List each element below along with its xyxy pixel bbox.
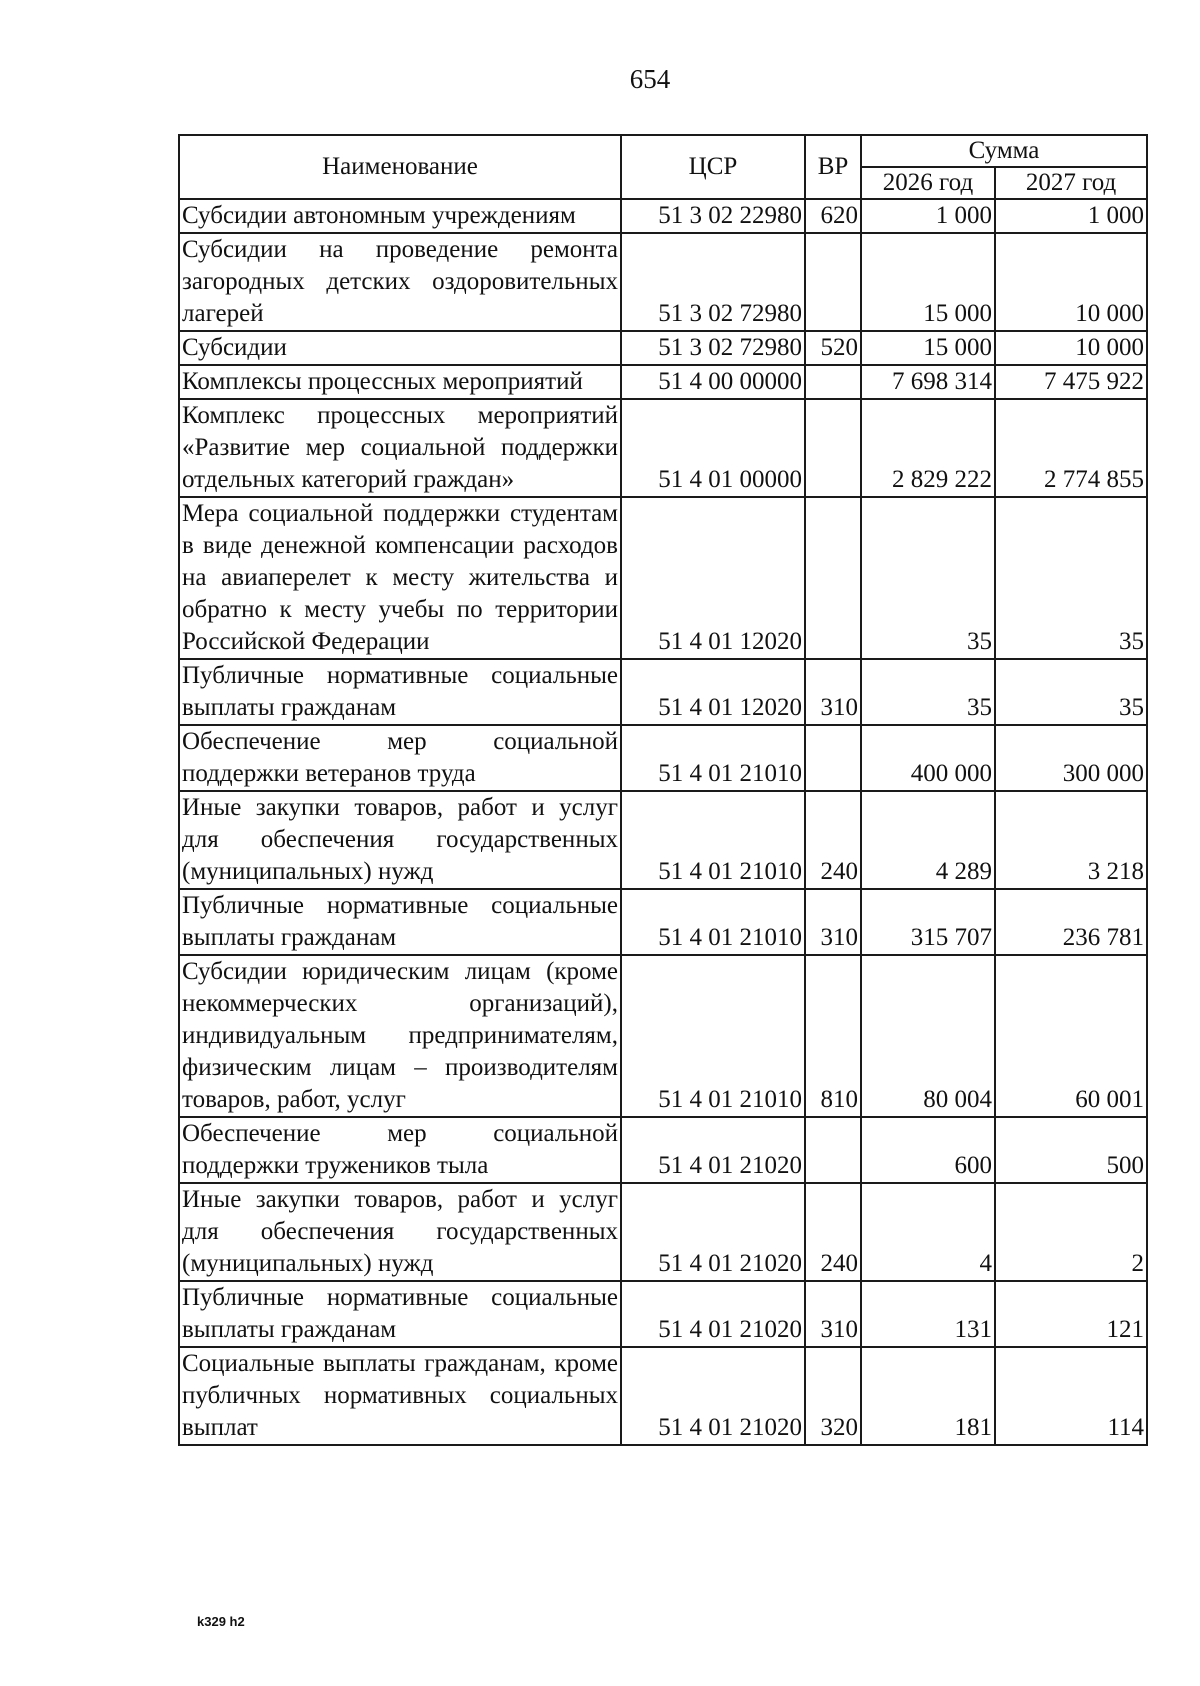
- cell-csr: 51 4 01 00000: [621, 399, 805, 497]
- cell-vr: 520: [805, 331, 861, 365]
- cell-2027: 10 000: [995, 233, 1147, 331]
- cell-vr: [805, 399, 861, 497]
- cell-2027: 300 000: [995, 725, 1147, 791]
- cell-2026: 1 000: [861, 199, 995, 233]
- table-row: [179, 199, 1147, 233]
- cell-2026: 600: [861, 1117, 995, 1183]
- cell-2027: 2 774 855: [995, 399, 1147, 497]
- table-row: [179, 889, 1147, 955]
- cell-name: Обеспечение мер социальной поддержки ветеранов труда: [179, 725, 621, 791]
- cell-csr: 51 4 01 21020: [621, 1117, 805, 1183]
- cell-2026: 35: [861, 497, 995, 659]
- cell-name: Публичные нормативные социальные выплаты гражданам: [179, 659, 621, 725]
- cell-vr: 240: [805, 791, 861, 889]
- cell-2026: 80 004: [861, 955, 995, 1117]
- cell-2027: 60 001: [995, 955, 1147, 1117]
- cell-2027: 7 475 922: [995, 365, 1147, 399]
- cell-name: Комплексы процессных мероприятий: [179, 365, 621, 399]
- cell-2026: 2 829 222: [861, 399, 995, 497]
- cell-name: Публичные нормативные социальные выплаты гражданам: [179, 1281, 621, 1347]
- cell-csr: 51 4 01 21020: [621, 1281, 805, 1347]
- cell-2026: 131: [861, 1281, 995, 1347]
- table-row: [179, 365, 1147, 399]
- cell-csr: 51 4 01 21010: [621, 791, 805, 889]
- cell-name: Публичные нормативные социальные выплаты гражданам: [179, 889, 621, 955]
- header-sum: Сумма: [861, 135, 1147, 167]
- cell-csr: 51 4 01 21010: [621, 889, 805, 955]
- table-row: [179, 399, 1147, 497]
- cell-csr: 51 4 01 21010: [621, 725, 805, 791]
- cell-2027: 2: [995, 1183, 1147, 1281]
- cell-vr: 620: [805, 199, 861, 233]
- header-name: Наименование: [179, 135, 621, 199]
- footer-code: k329 h2: [197, 1614, 245, 1629]
- cell-name: Комплекс процессных мероприятий «Развитие мер социальной поддержки отдельных категорий граждан»: [179, 399, 621, 497]
- cell-2027: 35: [995, 497, 1147, 659]
- table-row: [179, 725, 1147, 791]
- cell-vr: 310: [805, 1281, 861, 1347]
- cell-name: Обеспечение мер социальной поддержки тружеников тыла: [179, 1117, 621, 1183]
- table-row: [179, 659, 1147, 725]
- cell-2027: 1 000: [995, 199, 1147, 233]
- cell-name: Иные закупки товаров, работ и услуг для обеспечения государственных (муниципальных) нужд: [179, 1183, 621, 1281]
- cell-csr: 51 4 01 21020: [621, 1183, 805, 1281]
- table-header: [179, 135, 1147, 199]
- cell-vr: [805, 725, 861, 791]
- table-row: [179, 791, 1147, 889]
- cell-2027: 10 000: [995, 331, 1147, 365]
- cell-2026: 15 000: [861, 233, 995, 331]
- table-row: [179, 955, 1147, 1117]
- table-row: [179, 1281, 1147, 1347]
- table-row: [179, 1183, 1147, 1281]
- cell-vr: [805, 497, 861, 659]
- cell-2026: 181: [861, 1347, 995, 1445]
- cell-name: Субсидии автономным учреждениям: [179, 199, 621, 233]
- cell-2027: 114: [995, 1347, 1147, 1445]
- cell-2026: 4: [861, 1183, 995, 1281]
- cell-2026: 400 000: [861, 725, 995, 791]
- cell-2027: 35: [995, 659, 1147, 725]
- cell-name: Субсидии на проведение ремонта загородных детских оздоровительных лагерей: [179, 233, 621, 331]
- cell-csr: 51 3 02 22980: [621, 199, 805, 233]
- cell-vr: [805, 1117, 861, 1183]
- cell-csr: 51 4 01 21010: [621, 955, 805, 1117]
- table-row: [179, 331, 1147, 365]
- cell-csr: 51 3 02 72980: [621, 233, 805, 331]
- budget-table: [178, 134, 1148, 1446]
- cell-vr: 810: [805, 955, 861, 1117]
- table-row: [179, 1347, 1147, 1445]
- cell-csr: 51 4 01 12020: [621, 497, 805, 659]
- cell-vr: 320: [805, 1347, 861, 1445]
- table-row: [179, 497, 1147, 659]
- cell-csr: 51 3 02 72980: [621, 331, 805, 365]
- cell-name: Субсидии: [179, 331, 621, 365]
- table-row: [179, 233, 1147, 331]
- cell-2027: 3 218: [995, 791, 1147, 889]
- header-csr: ЦСР: [621, 135, 805, 199]
- cell-2027: 121: [995, 1281, 1147, 1347]
- header-vr: ВР: [805, 135, 861, 199]
- cell-csr: 51 4 01 21020: [621, 1347, 805, 1445]
- cell-name: Иные закупки товаров, работ и услуг для обеспечения государственных (муниципальных) нужд: [179, 791, 621, 889]
- cell-vr: 240: [805, 1183, 861, 1281]
- table-body: [179, 199, 1147, 1445]
- cell-2026: 15 000: [861, 331, 995, 365]
- page-number: 654: [629, 64, 671, 94]
- cell-2026: 7 698 314: [861, 365, 995, 399]
- cell-vr: 310: [805, 889, 861, 955]
- header-year-2026: 2026 год: [861, 167, 995, 199]
- cell-name: Социальные выплаты гражданам, кроме публичных нормативных социальных выплат: [179, 1347, 621, 1445]
- cell-2026: 35: [861, 659, 995, 725]
- cell-csr: 51 4 01 12020: [621, 659, 805, 725]
- cell-name: Субсидии юридическим лицам (кроме некоммерческих организаций), индивидуальным предпринимателям, физическим лицам – производителям товаров, работ, услуг: [179, 955, 621, 1117]
- cell-vr: [805, 365, 861, 399]
- cell-vr: 310: [805, 659, 861, 725]
- header-year-2027: 2027 год: [995, 167, 1147, 199]
- cell-name: Мера социальной поддержки студентам в виде денежной компенсации расходов на авиаперелет к месту жительства и обратно к месту учебы по территории Российской Федерации: [179, 497, 621, 659]
- cell-2027: 236 781: [995, 889, 1147, 955]
- cell-2026: 315 707: [861, 889, 995, 955]
- cell-2026: 4 289: [861, 791, 995, 889]
- cell-2027: 500: [995, 1117, 1147, 1183]
- cell-vr: [805, 233, 861, 331]
- cell-csr: 51 4 00 00000: [621, 365, 805, 399]
- table-row: [179, 1117, 1147, 1183]
